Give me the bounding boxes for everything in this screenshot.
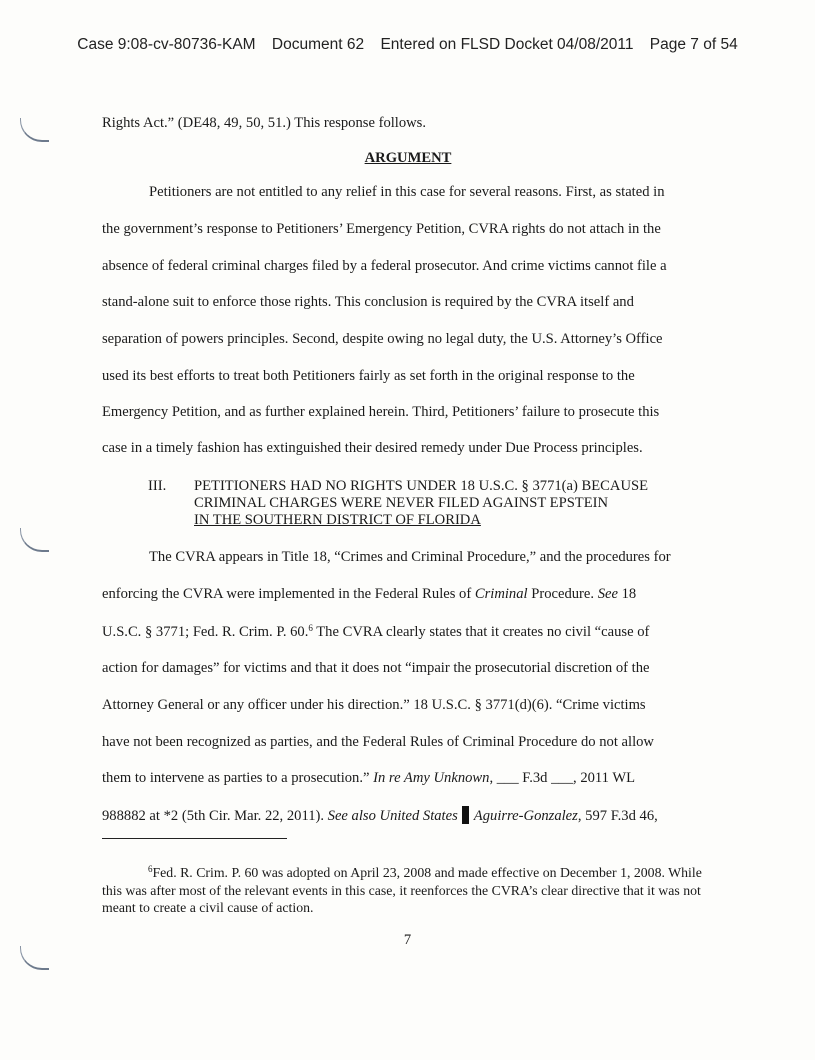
body-line: the government’s response to Petitioners’ Emergency Petition, CVRA rights do not attach in the: [102, 221, 661, 237]
redaction-mark: [462, 806, 469, 824]
footnote-reference: 6: [308, 623, 313, 633]
body-line: 988882 at *2 (5th Cir. Mar. 22, 2011). See also United States Aguirre-Gonzalez, 597 F.3d 46,: [102, 808, 658, 824]
body-line: used its best efforts to treat both Petitioners fairly as set forth in the original response to the: [102, 368, 635, 384]
body-line: The CVRA appears in Title 18, “Crimes and Criminal Procedure,” and the procedures for: [149, 549, 671, 565]
body-line: U.S.C. § 3771; Fed. R. Crim. P. 60.$^6$ The CVRA clearly states that it creates no civil “cause of: [102, 623, 650, 640]
body-line: action for damages” for victims and that it does not “impair the prosecutorial discretion of the: [102, 660, 650, 676]
docket-entry: Entered on FLSD Docket 04/08/2011: [380, 36, 634, 53]
body-line: Petitioners are not entitled to any relief in this case for several reasons. First, as stated in: [149, 184, 665, 200]
body-line: stand-alone suit to enforce those rights. This conclusion is required by the CVRA itself and: [102, 294, 634, 310]
section-number: III.: [148, 478, 167, 494]
body-line: enforcing the CVRA were implemented in the Federal Rules of Criminal Procedure. See 18: [102, 586, 637, 602]
punch-hole-mark: [20, 118, 49, 142]
section-title-line: IN THE SOUTHERN DISTRICT OF FLORIDA: [194, 512, 481, 528]
body-line: separation of powers principles. Second, despite owing no legal duty, the U.S. Attorney’s Office: [102, 331, 663, 347]
section-title-line: PETITIONERS HAD NO RIGHTS UNDER 18 U.S.C. § 3771(a) BECAUSE: [194, 478, 649, 494]
footnote-number: 6: [148, 864, 153, 874]
page-number: 7: [403, 932, 412, 948]
section-title-line: CRIMINAL CHARGES WERE NEVER FILED AGAINST EPSTEIN: [194, 495, 609, 511]
body-line: Rights Act.” (DE48, 49, 50, 51.) This response follows.: [102, 115, 427, 131]
case-number: Case 9:08-cv-80736-KAM: [77, 36, 256, 53]
body-line: Attorney General or any officer under his direction.” 18 U.S.C. § 3771(d)(6). “Crime victims: [102, 697, 646, 713]
body-line: have not been recognized as parties, and the Federal Rules of Criminal Procedure do not allow: [102, 734, 654, 750]
punch-hole-mark: [20, 946, 49, 970]
punch-hole-mark: [20, 528, 49, 552]
footnote-text: Fed. R. Crim. P. 60 was adopted on April 23, 2008 and made effective on December 1, 2008. While this was after most of the relevant events in this case, it reenforces the CVRA’s clear directive that it was not meant to create a civil cause of action.: [102, 865, 702, 915]
footnote: [102, 861, 702, 917]
page-indicator: Page 7 of 54: [649, 36, 738, 53]
argument-heading: ARGUMENT: [364, 150, 452, 166]
body-line: them to intervene as parties to a prosecution.” In re Amy Unknown, ___ F.3d ___, 2011 WL: [102, 770, 636, 786]
body-line: case in a timely fashion has extinguished their desired remedy under Due Process principles.: [102, 440, 643, 456]
footnote-divider: [102, 838, 287, 839]
body-line: Emergency Petition, and as further explained herein. Third, Petitioners’ failure to prosecute this: [102, 404, 660, 420]
body-line: absence of federal criminal charges filed by a federal prosecutor. And crime victims cannot file a: [102, 258, 667, 274]
docket-header: [0, 36, 815, 54]
document-number: Document 62: [271, 36, 365, 53]
